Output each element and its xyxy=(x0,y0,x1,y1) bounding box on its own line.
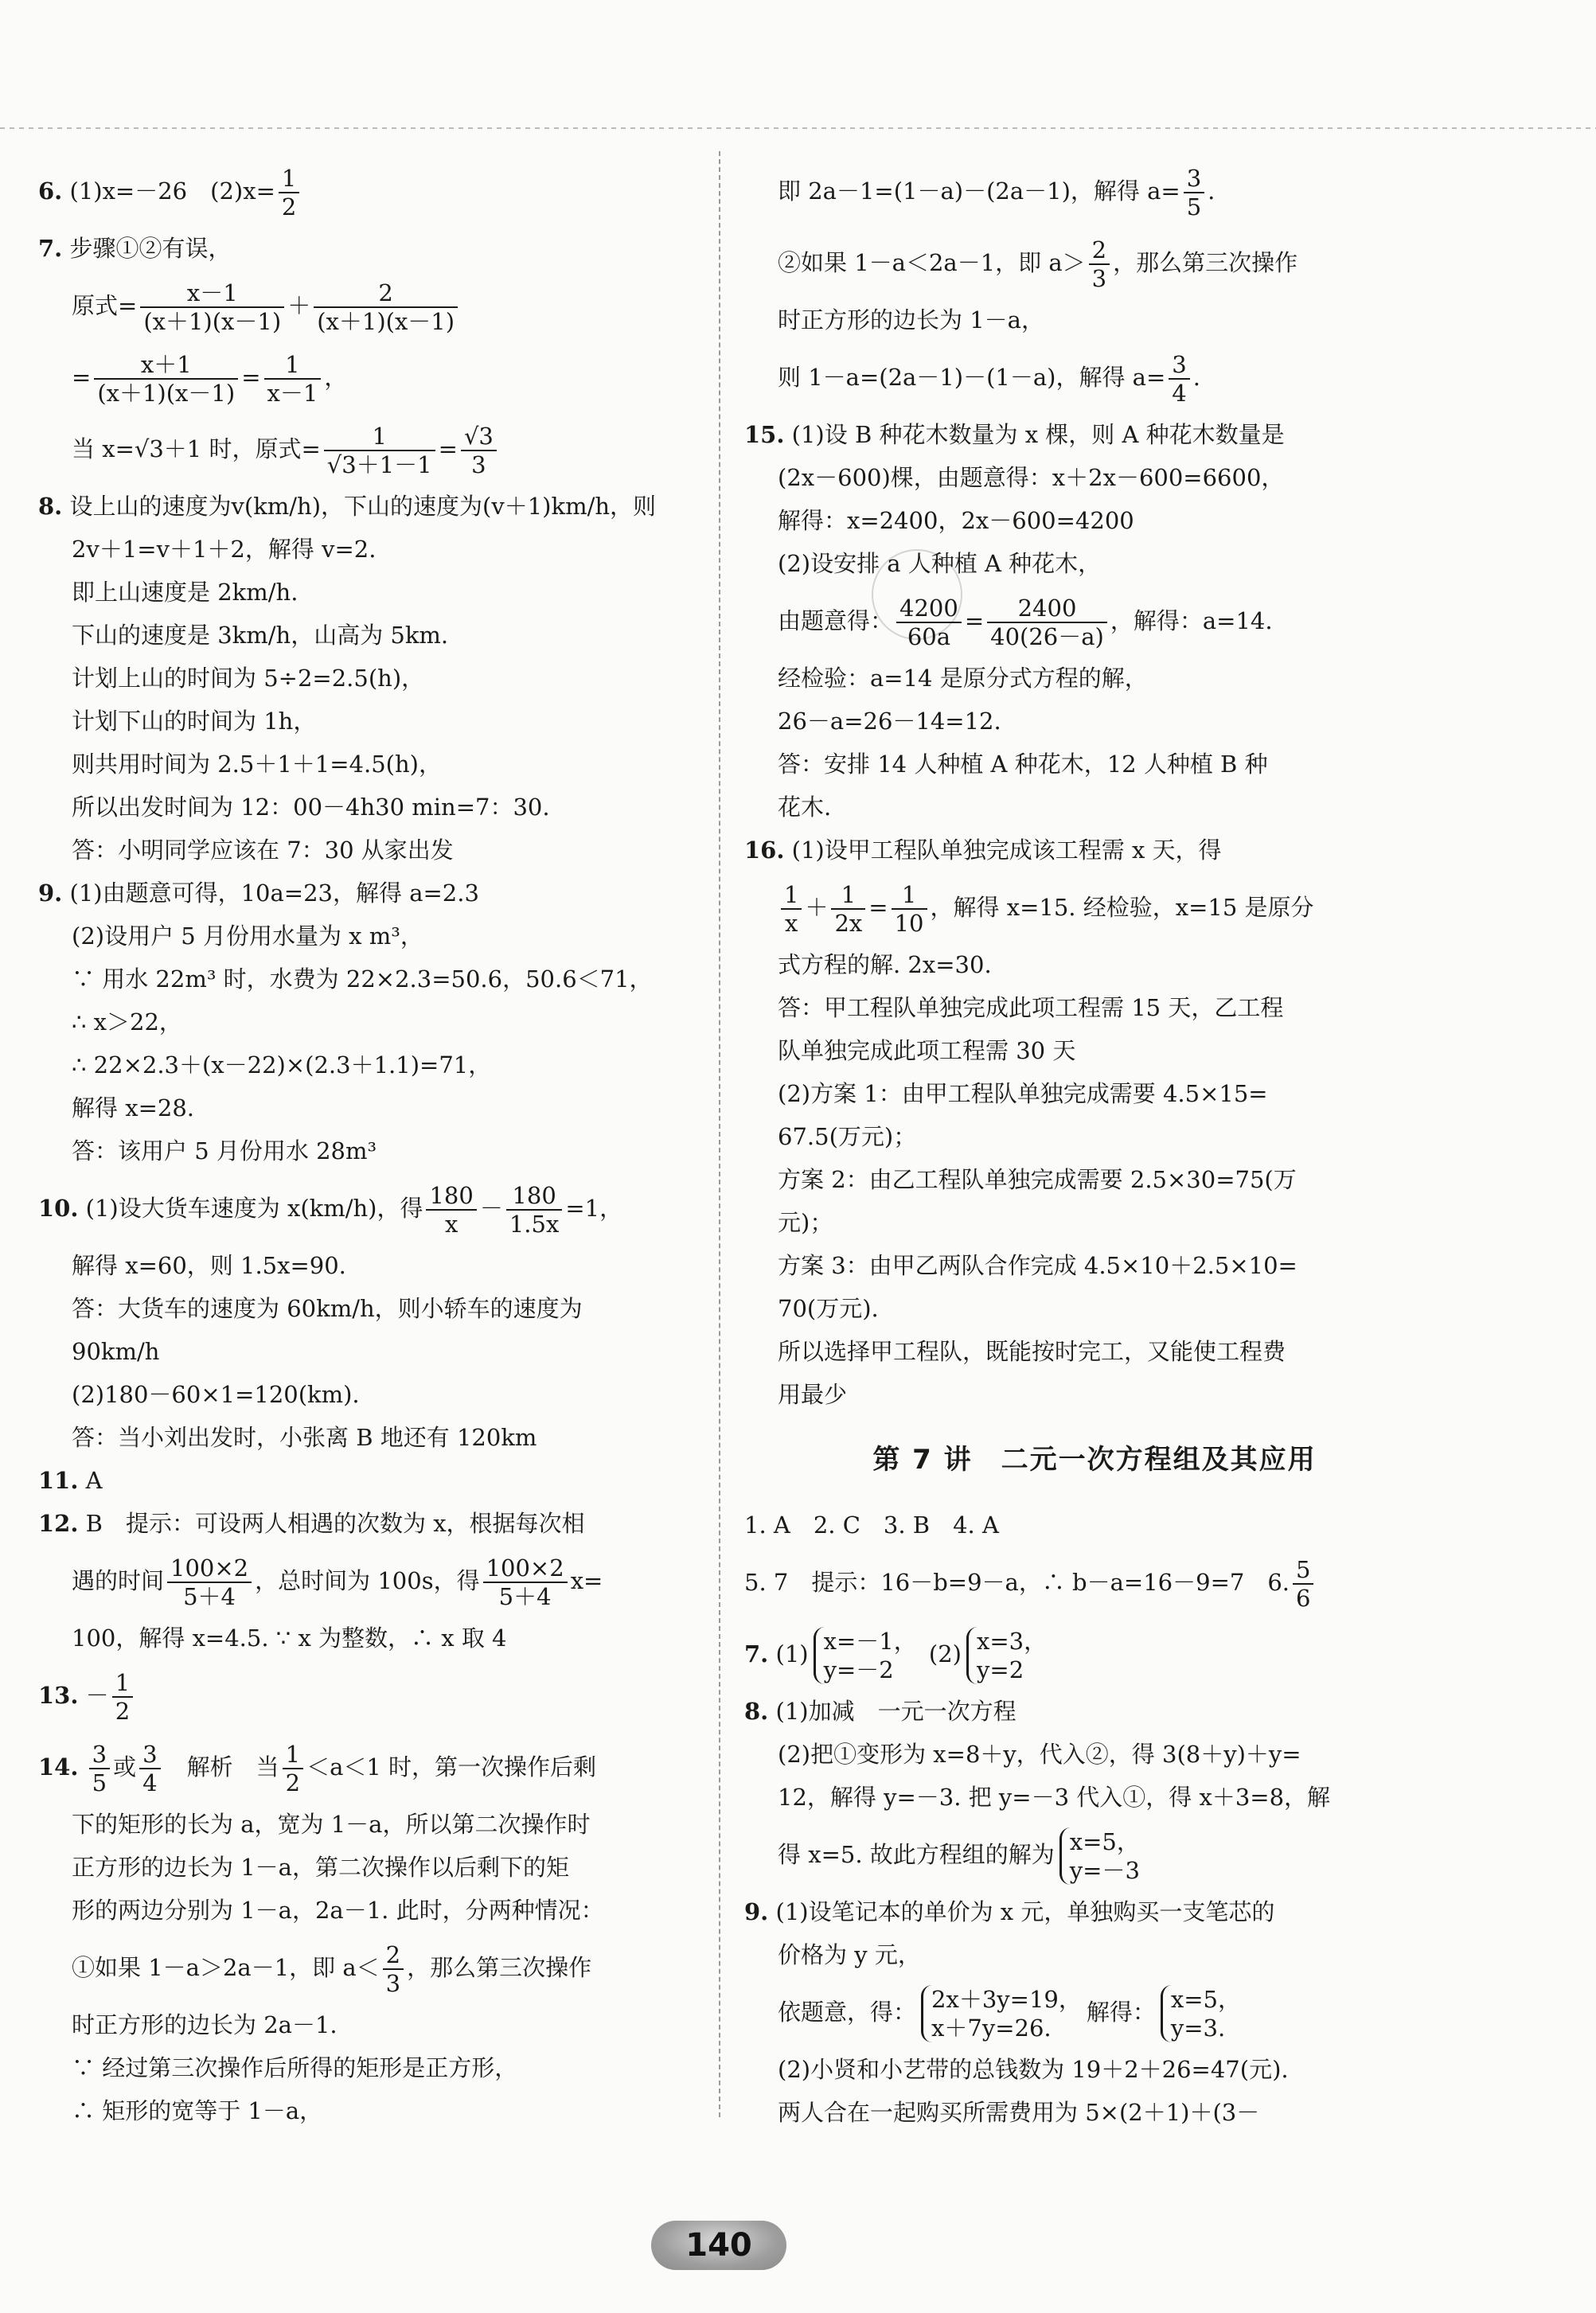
fraction: $\frac{1}{2}$ xyxy=(283,1741,303,1796)
answer-16-line: 67.5(万元)； xyxy=(778,1123,917,1150)
answer-8-line: 即上山速度是 2km/h. xyxy=(72,579,299,606)
left-column xyxy=(38,155,739,2132)
answers-1-4: 1. A 2. C 3. B 4. A xyxy=(744,1511,999,1539)
answer-9-r-line: (2)小贤和小艺带的总钱数为 19＋2＋26=47(元). xyxy=(778,2056,1289,2083)
equation-system: x=3， y=2 xyxy=(966,1627,1047,1684)
item-number: 9. xyxy=(744,1898,769,1925)
item-number: 15. xyxy=(744,421,785,448)
item-number: 10. xyxy=(38,1195,79,1222)
answer-16-line: 70(万元). xyxy=(778,1295,879,1322)
answer-7-line-2: = $\frac{x+1}{(x+1)(x-1)}$ = $\frac{1}{x-1}$ ， xyxy=(72,351,348,407)
answer-10-line: (2)180－60×1=120(km). xyxy=(72,1381,360,1408)
answer-15-line: (2)设安排 a 人种植 A 种花木， xyxy=(778,550,1102,577)
fraction: $\frac{1}{10}$ xyxy=(892,881,927,937)
answer-9-line-0: 9. (1)由题意可得，10a=23，解得 a=2.3 xyxy=(38,880,479,907)
fraction: $\frac{4200}{60a}$ xyxy=(896,595,962,650)
answer-8-r-line-0: 8. (1)加减 一元一次方程 xyxy=(744,1698,1017,1725)
fraction: $\frac{1}{√3+1-1}$ xyxy=(324,423,435,478)
answer-10-line: 答：大货车的速度为 60km/h，则小轿车的速度为 xyxy=(72,1295,583,1322)
item-number: 7. xyxy=(38,235,63,262)
fraction: $\frac{100\times 2}{5+4}$ xyxy=(483,1554,568,1610)
item-number: 8. xyxy=(744,1698,769,1725)
fraction: $\frac{3}{5}$ xyxy=(1184,165,1204,220)
answer-16-equation: $\frac{1}{x}$ ＋ $\frac{1}{2x}$ = $\frac{1}{10}$ ，解得 x=15. 经检验，x=15 是原分 xyxy=(744,872,1445,943)
answer-14-line: 下的矩形的长为 a，宽为 1－a，所以第二次操作时 xyxy=(72,1811,591,1838)
fraction: $\frac{1}{2}$ xyxy=(279,165,299,220)
answer-7-systems: 7. (1) x=－1， y=－2 (2) x=3， y=2 xyxy=(744,1628,1048,1683)
answer-15-line-0: 15. (1)设 B 种花木数量为 x 棵，则 A 种花木数量是 xyxy=(744,421,1285,448)
page-number-badge xyxy=(651,2221,786,2270)
fraction: $\frac{1}{x}$ xyxy=(781,881,802,937)
answer-13: 13. － $\frac{1}{2}$ xyxy=(38,1660,739,1731)
answer-16-line: 方案 2：由乙工程队单独完成需要 2.5×30=75(万 xyxy=(778,1166,1297,1193)
answer-8-r-solution: 得 x=5. 故此方程组的解为 x=5， y=－3 xyxy=(778,1828,1140,1884)
answer-14-line: ∴ 矩形的宽等于 1－a， xyxy=(72,2097,323,2124)
answer-15-line: 答：安排 14 人种植 A 种花木，12 人种植 B 种 xyxy=(778,751,1268,778)
answer-9-r-line: 价格为 y 元， xyxy=(778,1941,921,1968)
fraction: $\frac{x+1}{(x+1)(x-1)}$ xyxy=(94,351,238,407)
answer-16-line: 所以选择甲工程队，既能按时完工，又能使工程费 xyxy=(778,1338,1286,1365)
answer-7-title xyxy=(38,227,739,270)
fraction: $\frac{x-1}{(x+1)(x-1)}$ xyxy=(140,279,284,335)
answer-14-cont-line-4: 则 1－a=(2a－1)－(1－a)，解得 a= $\frac{3}{4}$ . xyxy=(778,351,1200,407)
item-number: 16. xyxy=(744,837,785,864)
answers-5-6: 5. 7 提示：16－b=9－a，∴ b－a=16－9=7 6. $\frac{5}{6}$ xyxy=(744,1547,1445,1618)
equation-system: x=－1， y=－2 xyxy=(814,1627,917,1684)
answer-8-line: 所以出发时间为 12：00－4h30 min=7：30. xyxy=(72,794,550,821)
item-number: 13. xyxy=(38,1682,79,1709)
answer-text: 步骤①②有误， xyxy=(69,235,232,262)
fraction: $\frac{180}{1.5x}$ xyxy=(506,1182,562,1238)
answer-16-line: 元)； xyxy=(778,1209,833,1236)
answer-16-line: 方案 3：由甲乙两队合作完成 4.5×10＋2.5×10= xyxy=(778,1252,1297,1279)
answer-8-r-line: (2)把①变形为 x=8＋y，代入②，得 3(8＋y)＋y= xyxy=(778,1741,1301,1768)
answer-9-line: ∵ 用水 22m³ 时，水费为 22×2.3=50.6，50.6＜71， xyxy=(72,965,653,993)
answer-7-line-1: 原式= $\frac{x-1}{(x+1)(x-1)}$ ＋ $\frac{2}{(x+1)(x-1)}$ xyxy=(38,270,739,341)
answer-10-line-0: 10. (1)设大货车速度为 x(km/h)，得 $\frac{180}{x}$ － $\frac{180}{1.5x}$ =1， xyxy=(38,1182,623,1238)
equation-system: x=5， y=3. xyxy=(1161,1985,1241,2042)
answer-11: 11. A xyxy=(38,1467,103,1494)
answer-16-line: (2)方案 1：由甲工程队单独完成需要 4.5×15= xyxy=(778,1080,1268,1107)
answer-15-equation: 由题意得： $\frac{4200}{60a}$ = $\frac{2400}{40(26-a)}$ ，解得：a=14. xyxy=(778,595,1273,650)
answer-8-line: 答：小明同学应该在 7：30 从家出发 xyxy=(72,837,454,864)
answer-16-line-0: 16. (1)设甲工程队单独完成该工程需 x 天，得 xyxy=(744,837,1222,864)
answer-16-line: 答：甲工程队单独完成此项工程需 15 天，乙工程 xyxy=(778,994,1284,1021)
fraction: $\frac{5}{6}$ xyxy=(1293,1556,1313,1612)
equation-system: x=5， y=－3 xyxy=(1059,1827,1140,1885)
answer-9-line: ∴ 22×2.3＋(x－22)×(2.3＋1.1)=71， xyxy=(72,1051,492,1078)
fraction: $\frac{√3}{3}$ xyxy=(461,423,497,478)
answer-16-line: 队单独完成此项工程需 30 天 xyxy=(778,1037,1076,1064)
item-number: 11. xyxy=(38,1467,79,1494)
answer-14-cont-line: 时正方形的边长为 1－a， xyxy=(778,306,1044,333)
answer-8-line: 计划下山的时间为 1h， xyxy=(72,708,317,735)
answer-12-line-1: 遇的时间 $\frac{100\times 2}{5+4}$ ，总时间为 100s，得 $\frac{100\times 2}{5+4}$ x= xyxy=(72,1554,603,1610)
item-number: 14. xyxy=(38,1753,79,1781)
fraction: $\frac{3}{4}$ xyxy=(139,1741,160,1796)
fraction: $\frac{2}{3}$ xyxy=(1089,236,1110,292)
answer-14-case-2: ②如果 1－a＜2a－1，即 a＞ $\frac{2}{3}$ ，那么第三次操作 xyxy=(778,236,1298,292)
answer-8-line-0: 8. 设上山的速度为v(km/h)，下山的速度为(v＋1)km/h，则 xyxy=(38,493,657,520)
item-number: 8. xyxy=(38,493,63,520)
fraction: $\frac{1}{2x}$ xyxy=(831,881,865,937)
answer-16-line: 式方程的解. 2x=30. xyxy=(778,951,992,978)
answer-8-line: 下山的速度是 3km/h，山高为 5km. xyxy=(72,622,449,649)
answer-9-line: (2)设用户 5 月份用水量为 x m³， xyxy=(72,922,423,950)
answer-15-line: 26－a=26－14=12. xyxy=(778,708,1001,735)
answer-15-line: 花木. xyxy=(778,794,832,821)
answer-16-line: 用最少 xyxy=(778,1381,848,1408)
answer-14-line: 形的两边分别为 1－a，2a－1. 此时，分两种情况： xyxy=(72,1897,604,1924)
item-number: 9. xyxy=(38,880,63,907)
item-number: 6. xyxy=(38,177,63,205)
answer-12-line-2: 100，解得 x=4.5. ∵ x 为整数，∴ x 取 4 xyxy=(72,1625,507,1652)
answer-text: (1)x=－26 (2)x= xyxy=(69,177,275,205)
answer-10-line: 解得 x=60，则 1.5x=90. xyxy=(72,1252,346,1279)
answer-9-line: 解得 x=28. xyxy=(72,1094,194,1121)
answer-8-line: 2v＋1=v＋1＋2，解得 v=2. xyxy=(72,536,377,563)
answer-12-line-0: 12. B 提示：可设两人相遇的次数为 x，根据每次相 xyxy=(38,1510,585,1537)
item-number: 7. xyxy=(744,1640,769,1667)
right-column xyxy=(744,155,1445,2134)
answer-15-line: (2x－600)棵，由题意得：x＋2x－600=6600， xyxy=(778,464,1285,491)
answer-14-line: 正方形的边长为 1－a，第二次操作以后剩下的矩 xyxy=(72,1854,569,1881)
answer-8-r-line: 12，解得 y=－3. 把 y=－3 代入①，得 x＋3=8，解 xyxy=(778,1784,1331,1811)
answer-7-line-3: 当 x=√3＋1 时，原式= $\frac{1}{√3+1-1}$ = $\frac{√3}{3}$ xyxy=(38,413,739,485)
answer-14-case-1: ①如果 1－a＞2a－1，即 a＜ $\frac{2}{3}$ ，那么第三次操作 xyxy=(72,1941,592,1997)
answer-14-line-0: 14. $\frac{3}{5}$ 或 $\frac{3}{4}$ 解析 当 $\frac{1}{2}$ ＜a＜1 时，第一次操作后剩 xyxy=(38,1741,597,1796)
answer-15-line: 经检验：a=14 是原分式方程的解， xyxy=(778,665,1148,692)
item-number: 12. xyxy=(38,1510,79,1537)
answer-6 xyxy=(38,155,739,227)
fraction: $\frac{180}{x}$ xyxy=(426,1182,476,1238)
answer-10-line: 90km/h xyxy=(72,1338,160,1365)
answer-9-r-line: 两人合在一起购买所需费用为 5×(2＋1)＋(3－ xyxy=(778,2099,1260,2126)
answer-9-r-line-0: 9. (1)设笔记本的单价为 x 元，单独购买一支笔芯的 xyxy=(744,1898,1275,1925)
equation-system: 2x＋3y=19， x＋7y=26. xyxy=(921,1985,1082,2042)
page-number: 140 xyxy=(685,2227,752,2264)
fraction: $\frac{2400}{40(26-a)}$ xyxy=(987,595,1107,650)
answer-15-line: 解得：x=2400，2x－600=4200 xyxy=(778,507,1134,534)
answer-14-line: ∵ 经过第三次操作后所得的矩形是正方形， xyxy=(72,2054,518,2081)
answer-9-r-systems: 依题意，得： 2x＋3y=19， x＋7y=26. 解得： x=5， y=3. xyxy=(778,1986,1241,2042)
answer-14-line: 时正方形的边长为 2a－1. xyxy=(72,2011,338,2038)
fraction: $\frac{1}{x-1}$ xyxy=(264,351,322,407)
fraction: $\frac{3}{4}$ xyxy=(1169,351,1189,407)
answer-14-cont-line-1: 即 2a－1=(1－a)－(2a－1)，解得 a= $\frac{3}{5}$ . xyxy=(778,165,1216,220)
top-rule xyxy=(0,127,1596,129)
fraction: $\frac{2}{3}$ xyxy=(383,1941,404,1997)
fraction: $\frac{2}{(x+1)(x-1)}$ xyxy=(314,279,458,335)
fraction: $\frac{1}{2}$ xyxy=(112,1669,133,1725)
section-heading: 第 7 讲 二元一次方程组及其应用 xyxy=(872,1444,1317,1476)
fraction: $\frac{3}{5}$ xyxy=(89,1741,110,1796)
answer-8-line: 则共用时间为 2.5＋1＋1=4.5(h)， xyxy=(72,751,442,778)
answer-8-line: 计划上山的时间为 5÷2=2.5(h)， xyxy=(72,665,425,692)
answer-9-line: 答：该用户 5 月份用水 28m³ xyxy=(72,1137,377,1164)
answer-10-line: 答：当小刘出发时，小张离 B 地还有 120km xyxy=(72,1424,537,1451)
answer-9-line: ∴ x＞22， xyxy=(72,1008,182,1036)
fraction: $\frac{100\times 2}{5+4}$ xyxy=(167,1554,252,1610)
